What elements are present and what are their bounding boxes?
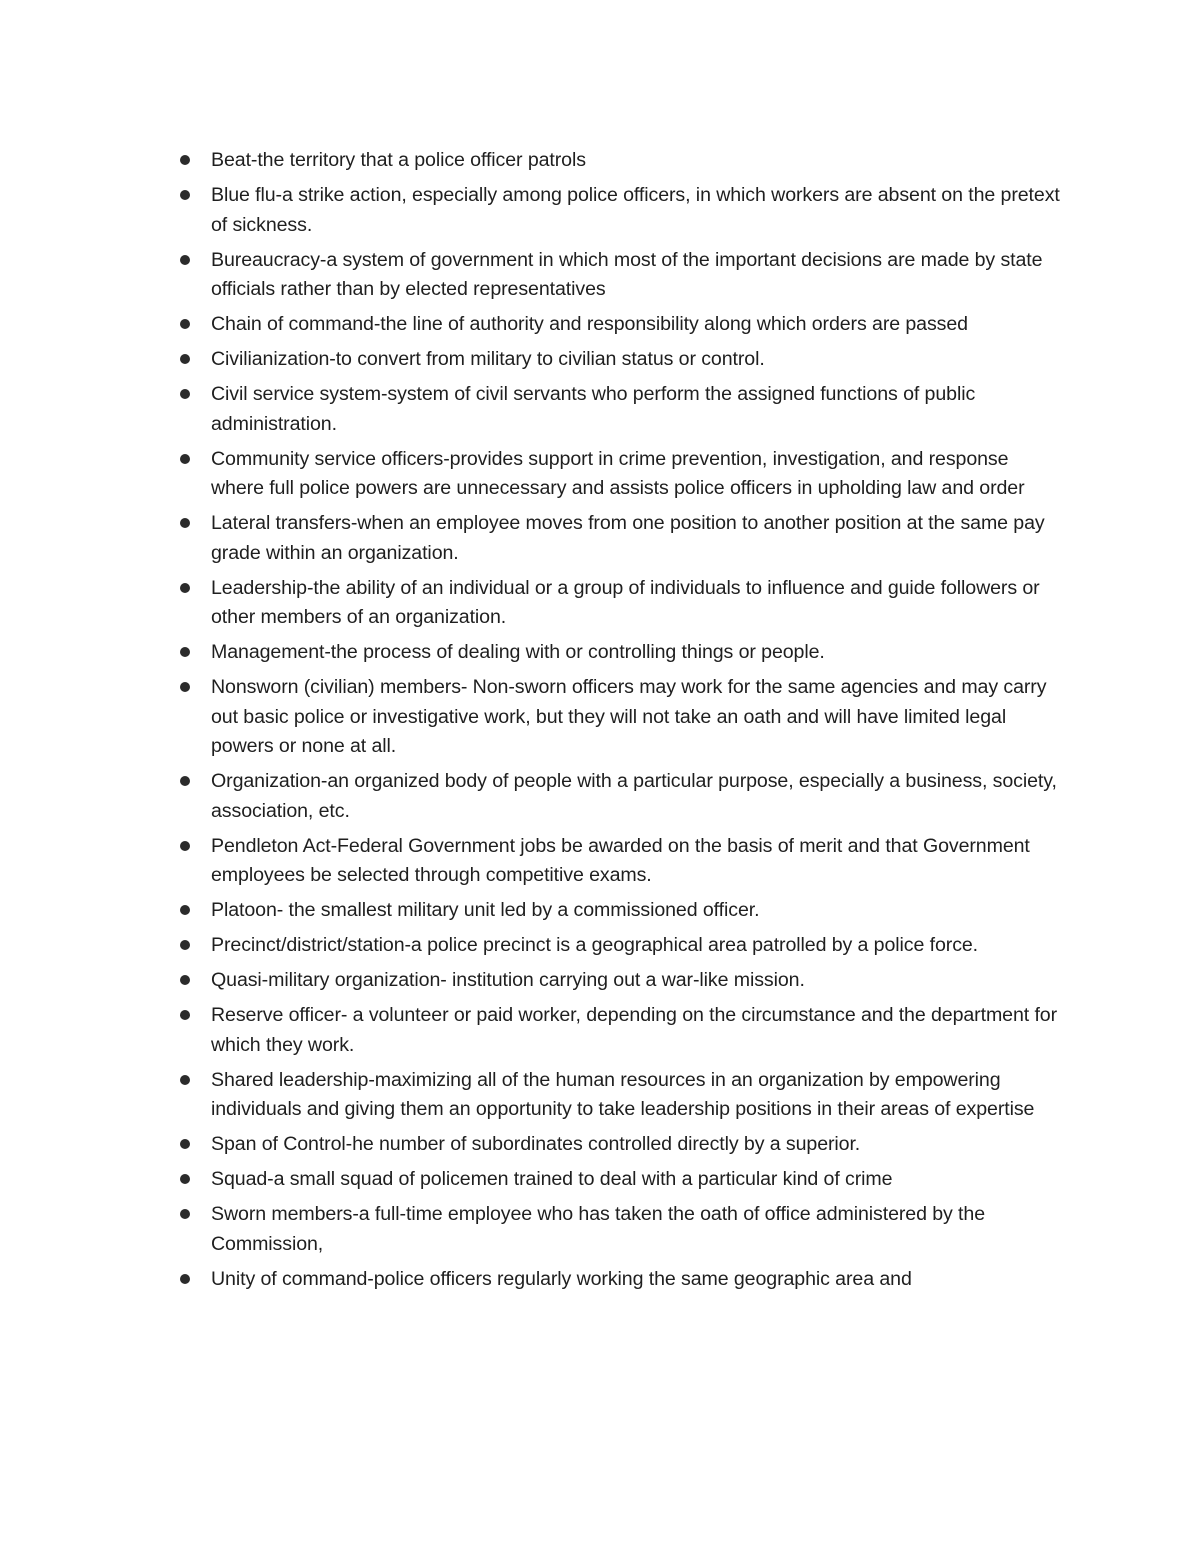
list-item-text: Bureaucracy-a system of government in which most of the important decisions are made by state officials rather than by elected representatives xyxy=(211,248,1043,300)
list-item xyxy=(176,574,1066,633)
list-item xyxy=(176,1130,1066,1160)
bullet-icon xyxy=(180,583,190,593)
list-item xyxy=(176,246,1066,305)
list-item-text: Platoon- the smallest military unit led by a commissioned officer. xyxy=(211,899,760,921)
list-item-text: Civilianization-to convert from military to civilian status or control. xyxy=(211,348,765,370)
bullet-icon xyxy=(180,319,190,329)
list-item-text: Sworn members-a full-time employee who has taken the oath of office administered by the Commission, xyxy=(211,1203,985,1255)
list-item xyxy=(176,1001,1066,1060)
bullet-icon xyxy=(180,975,190,985)
bullet-icon xyxy=(180,940,190,950)
bullet-icon xyxy=(180,190,190,200)
list-item xyxy=(176,445,1066,504)
list-item xyxy=(176,832,1066,891)
list-item-text: Beat-the territory that a police officer patrols xyxy=(211,149,586,171)
bullet-icon xyxy=(180,155,190,165)
bullet-icon xyxy=(180,841,190,851)
bullet-icon xyxy=(180,454,190,464)
list-item xyxy=(176,931,1066,961)
bullet-icon xyxy=(180,682,190,692)
list-item xyxy=(176,1265,1066,1295)
bullet-icon xyxy=(180,1075,190,1085)
bullet-icon xyxy=(180,776,190,786)
list-item xyxy=(176,1165,1066,1195)
bullet-icon xyxy=(180,1139,190,1149)
list-item xyxy=(176,345,1066,375)
list-item xyxy=(176,1200,1066,1259)
bullet-icon xyxy=(180,1274,190,1284)
list-item-text: Blue flu-a strike action, especially among police officers, in which workers are absent on the pretext of sickness. xyxy=(211,184,1060,236)
bullet-icon xyxy=(180,647,190,657)
list-item-text: Leadership-the ability of an individual or a group of individuals to influence and guide followers or other members of an organization. xyxy=(211,576,1040,628)
list-item-text: Pendleton Act-Federal Government jobs be awarded on the basis of merit and that Government employees be selected through competitive exams. xyxy=(211,834,1030,886)
list-item xyxy=(176,1066,1066,1125)
list-item-text: Organization-an organized body of people with a particular purpose, especially a business, society, association, etc. xyxy=(211,770,1057,822)
list-item xyxy=(176,966,1066,996)
bullet-icon xyxy=(180,1209,190,1219)
list-item-text: Unity of command-police officers regularly working the same geographic area and xyxy=(211,1267,912,1290)
list-item-text: Nonsworn (civilian) members- Non-sworn officers may work for the same agencies and may carry out basic police or investigative work, but they will not take an oath and will have limited legal powers or none at all. xyxy=(211,676,1047,757)
bullet-icon xyxy=(180,389,190,399)
list-item xyxy=(176,310,1066,340)
list-item xyxy=(176,146,1066,176)
bullet-icon xyxy=(180,255,190,265)
bullet-icon xyxy=(180,905,190,915)
bullet-icon xyxy=(180,1010,190,1020)
bullet-icon xyxy=(180,354,190,364)
list-item xyxy=(176,673,1066,762)
list-item-text: Community service officers-provides support in crime prevention, investigation, and response where full police powers are unnecessary and assists police officers in upholding law and order xyxy=(211,447,1025,499)
bullet-icon xyxy=(180,518,190,528)
list-item xyxy=(176,638,1066,668)
list-item-text: Squad-a small squad of policemen trained to deal with a particular kind of crime xyxy=(211,1168,893,1190)
list-item-text: Reserve officer- a volunteer or paid worker, depending on the circumstance and the department for which they work. xyxy=(211,1004,1058,1056)
glossary-list xyxy=(176,146,1066,1300)
list-item-text: Civil service system-system of civil servants who perform the assigned functions of public administration. xyxy=(211,383,976,435)
list-item-text: Span of Control-he number of subordinates controlled directly by a superior. xyxy=(211,1133,861,1155)
list-item-text: Shared leadership-maximizing all of the human resources in an organization by empowering individuals and giving them an opportunity to take leadership positions in their areas of expertise xyxy=(211,1068,1035,1120)
list-item-text: Management-the process of dealing with or controlling things or people. xyxy=(211,641,825,663)
list-item xyxy=(176,509,1066,568)
list-item xyxy=(176,380,1066,439)
list-item-text: Chain of command-the line of authority and responsibility along which orders are passed xyxy=(211,313,968,335)
list-item xyxy=(176,181,1066,240)
list-item xyxy=(176,896,1066,926)
bullet-icon xyxy=(180,1174,190,1184)
list-item-text: Precinct/district/station-a police precinct is a geographical area patrolled by a police force. xyxy=(211,934,979,956)
list-item-text: Lateral transfers-when an employee moves from one position to another position at the same pay grade within an organization. xyxy=(211,512,1045,564)
list-item xyxy=(176,767,1066,826)
list-item-text: Quasi-military organization- institution carrying out a war-like mission. xyxy=(211,969,805,991)
